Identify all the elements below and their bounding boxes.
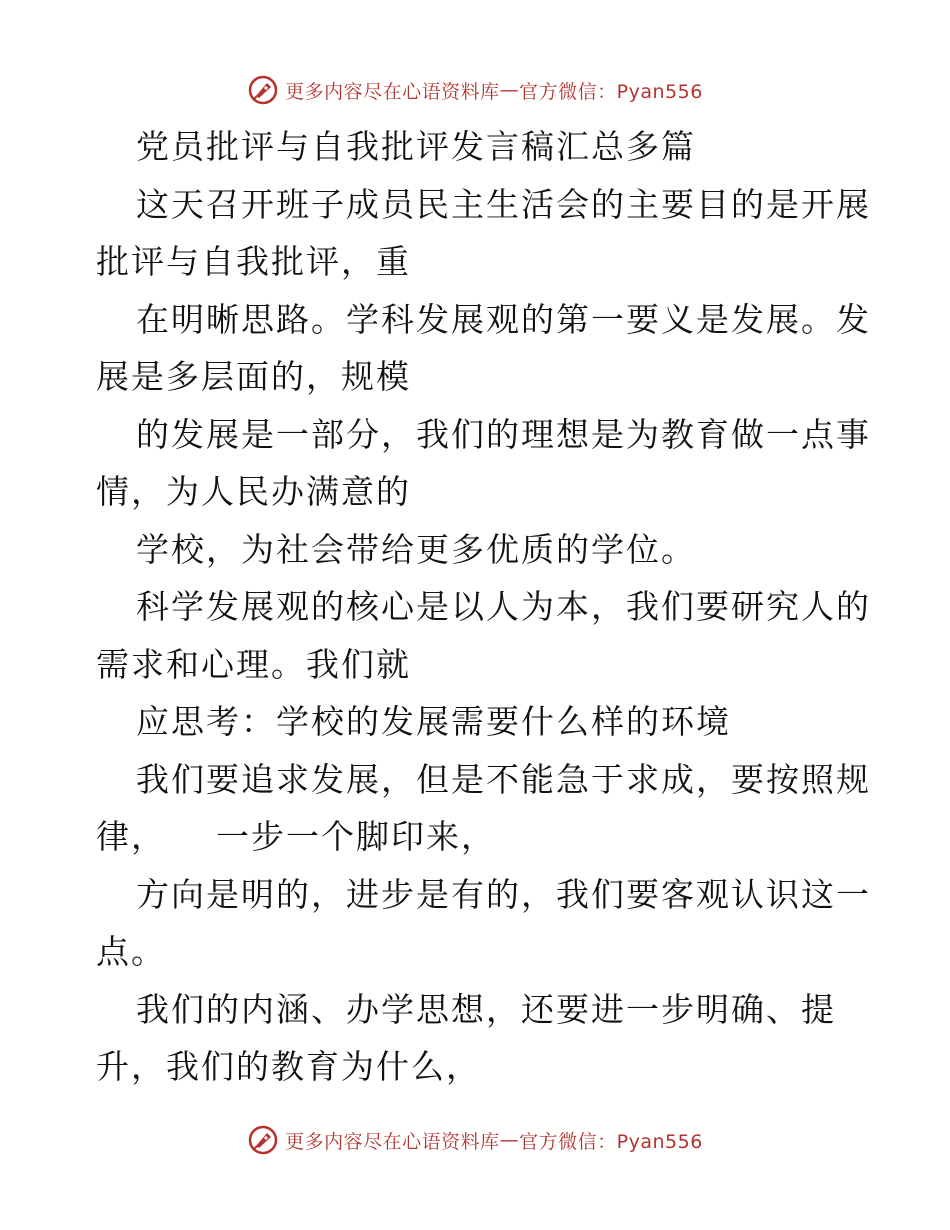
paragraph-line: 升，我们的教育为什么， [96, 1047, 481, 1086]
document-title: 党员批评与自我批评发言稿汇总多篇 [136, 127, 696, 166]
paragraph-line: 学校，为社会带给更多优质的学位。 [136, 529, 696, 569]
banner-separator: — [499, 79, 520, 101]
banner-separator: — [499, 1129, 520, 1151]
paragraph-line: 需求和心理。我们就 [96, 644, 411, 684]
paragraph-line: 我们的内涵、办学思想，还要进一步明确、提 [136, 989, 836, 1029]
pen-nib-logo-icon [247, 74, 279, 106]
paragraph-line: 在明晰思路。学科发展观的第一要义是发展。发 [136, 299, 871, 339]
banner-contact: 官方微信：Pyan556 [519, 80, 703, 103]
paragraph-line: 情，为人民办满意的 [96, 472, 411, 511]
header-banner [0, 70, 950, 110]
banner-main-text: 更多内容尽在心语资料库 [285, 80, 500, 103]
paragraph-line: 科学发展观的核心是以人为本，我们要研究人的 [136, 587, 871, 626]
paragraph-line: 点。 [96, 932, 166, 971]
paragraph-line: 方向是明的，进步是有的，我们要客观认识这一 [136, 874, 871, 914]
footer-banner [0, 1120, 950, 1160]
paragraph-line: 这天召开班子成员民主生活会的主要目的是开展 [136, 184, 871, 224]
banner-main-text: 更多内容尽在心语资料库 [285, 1130, 500, 1153]
paragraph-line: 我们要追求发展，但是不能急于求成，要按照规 [136, 759, 871, 799]
banner-contact: 官方微信：Pyan556 [519, 1130, 703, 1153]
paragraph-line: 应思考：学校的发展需要什么样的环境 [136, 702, 731, 741]
paragraph-line: 批评与自我批评，重 [96, 242, 411, 281]
paragraph-line: 律， 一步一个脚印来， [96, 817, 496, 856]
document-body [96, 118, 871, 1096]
paragraph-line: 展是多层面的，规模 [96, 357, 411, 396]
paragraph-line: 的发展是一部分，我们的理想是为教育做一点事 [136, 414, 871, 454]
pen-nib-logo-icon [247, 1124, 279, 1156]
